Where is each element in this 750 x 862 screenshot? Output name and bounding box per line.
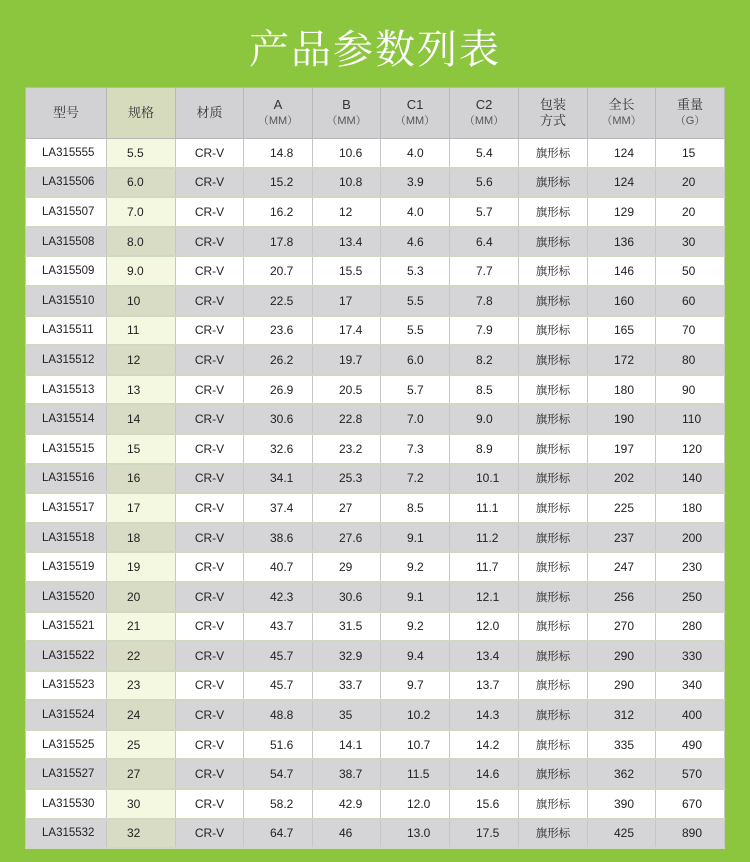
cell-model: LA315509 [26,256,107,286]
cell-c2: 8.5 [450,375,519,405]
cell-material: CR-V [176,523,244,553]
cell-material: CR-V [176,700,244,730]
cell-material: CR-V [176,404,244,434]
cell-weight: 280 [656,612,725,642]
cell-model: LA315511 [26,316,107,346]
cell-b: 30.6 [313,582,381,612]
cell-weight: 50 [656,256,725,286]
cell-b: 19.7 [313,345,381,375]
cell-spec: 13 [107,375,176,405]
cell-c2: 15.6 [450,789,519,819]
cell-packaging: 旗形标 [519,582,588,612]
cell-c1: 7.2 [381,464,450,494]
cell-a: 42.3 [244,582,313,612]
cell-b: 12 [313,197,381,227]
cell-a: 23.6 [244,316,313,346]
cell-spec: 18 [107,523,176,553]
cell-b: 23.2 [313,434,381,464]
cell-c2: 8.9 [450,434,519,464]
cell-c2: 12.1 [450,582,519,612]
header-b-label: B [342,97,351,112]
cell-c2: 10.1 [450,464,519,494]
cell-length: 129 [588,197,656,227]
cell-c1: 4.6 [381,227,450,257]
table-row [26,434,725,464]
cell-a: 20.7 [244,256,313,286]
cell-model: LA315520 [26,582,107,612]
table-body [26,139,725,849]
cell-a: 34.1 [244,464,313,494]
cell-a: 40.7 [244,552,313,582]
cell-spec: 10 [107,286,176,316]
cell-model: LA315514 [26,404,107,434]
cell-c1: 8.5 [381,493,450,523]
cell-material: CR-V [176,345,244,375]
cell-spec: 32 [107,819,176,849]
cell-material: CR-V [176,434,244,464]
cell-c1: 4.0 [381,197,450,227]
cell-length: 290 [588,671,656,701]
cell-weight: 230 [656,552,725,582]
cell-b: 46 [313,819,381,849]
cell-material: CR-V [176,168,244,198]
cell-a: 26.2 [244,345,313,375]
cell-model: LA315513 [26,375,107,405]
table-header [26,88,725,139]
cell-b: 35 [313,700,381,730]
cell-material: CR-V [176,464,244,494]
cell-spec: 5.5 [107,139,176,168]
cell-c1: 9.7 [381,671,450,701]
cell-c1: 11.5 [381,759,450,789]
cell-length: 237 [588,523,656,553]
cell-spec: 12 [107,345,176,375]
table-row [26,286,725,316]
cell-material: CR-V [176,552,244,582]
cell-weight: 400 [656,700,725,730]
cell-material: CR-V [176,316,244,346]
cell-packaging: 旗形标 [519,819,588,849]
parameter-table-container [25,87,724,849]
cell-b: 15.5 [313,256,381,286]
cell-length: 190 [588,404,656,434]
cell-a: 17.8 [244,227,313,257]
cell-packaging: 旗形标 [519,552,588,582]
cell-length: 165 [588,316,656,346]
header-model-label: 型号 [52,105,79,120]
cell-c1: 9.2 [381,612,450,642]
cell-b: 10.8 [313,168,381,198]
cell-a: 43.7 [244,612,313,642]
cell-b: 14.1 [313,730,381,760]
table-row [26,552,725,582]
cell-length: 335 [588,730,656,760]
header-material-label: 材质 [196,105,223,120]
cell-packaging: 旗形标 [519,730,588,760]
cell-packaging: 旗形标 [519,700,588,730]
cell-b: 10.6 [313,139,381,168]
cell-spec: 19 [107,552,176,582]
table-row [26,375,725,405]
cell-c2: 11.7 [450,552,519,582]
table-row [26,404,725,434]
cell-packaging: 旗形标 [519,671,588,701]
cell-weight: 180 [656,493,725,523]
cell-packaging: 旗形标 [519,404,588,434]
cell-material: CR-V [176,641,244,671]
cell-a: 54.7 [244,759,313,789]
cell-c2: 14.2 [450,730,519,760]
cell-packaging: 旗形标 [519,612,588,642]
cell-c2: 12.0 [450,612,519,642]
cell-spec: 16 [107,464,176,494]
cell-c2: 7.7 [450,256,519,286]
cell-spec: 25 [107,730,176,760]
table-row [26,227,725,257]
cell-length: 256 [588,582,656,612]
cell-c1: 4.0 [381,139,450,168]
cell-a: 58.2 [244,789,313,819]
cell-model: LA315512 [26,345,107,375]
table-row [26,168,725,198]
cell-c1: 9.4 [381,641,450,671]
cell-spec: 22 [107,641,176,671]
cell-length: 124 [588,139,656,168]
cell-a: 45.7 [244,641,313,671]
header-packaging-line2: 方式 [539,113,566,128]
table-row [26,759,725,789]
cell-c1: 9.1 [381,523,450,553]
cell-a: 22.5 [244,286,313,316]
cell-material: CR-V [176,286,244,316]
cell-c1: 6.0 [381,345,450,375]
cell-weight: 70 [656,316,725,346]
cell-c2: 8.2 [450,345,519,375]
cell-material: CR-V [176,197,244,227]
cell-model: LA315517 [26,493,107,523]
page-title: 产品参数列表 [249,27,501,73]
cell-packaging: 旗形标 [519,286,588,316]
header-b-unit: （MM） [326,115,367,127]
header-packaging-line1: 包装 [539,97,566,112]
table-row [26,139,725,168]
cell-length: 146 [588,256,656,286]
cell-material: CR-V [176,582,244,612]
cell-spec: 24 [107,700,176,730]
table-row [26,730,725,760]
cell-c1: 5.3 [381,256,450,286]
cell-material: CR-V [176,730,244,760]
cell-spec: 6.0 [107,168,176,198]
cell-a: 51.6 [244,730,313,760]
cell-packaging: 旗形标 [519,375,588,405]
cell-b: 20.5 [313,375,381,405]
cell-c2: 11.1 [450,493,519,523]
cell-weight: 140 [656,464,725,494]
cell-model: LA315527 [26,759,107,789]
cell-a: 16.2 [244,197,313,227]
cell-c1: 10.2 [381,700,450,730]
cell-a: 14.8 [244,139,313,168]
cell-model: LA315507 [26,197,107,227]
cell-model: LA315521 [26,612,107,642]
cell-material: CR-V [176,612,244,642]
header-model [26,88,107,139]
header-row [26,88,725,139]
table-row [26,197,725,227]
cell-c1: 12.0 [381,789,450,819]
cell-length: 290 [588,641,656,671]
cell-material: CR-V [176,139,244,168]
header-length [588,88,656,139]
cell-spec: 11 [107,316,176,346]
cell-model: LA315510 [26,286,107,316]
table-row [26,464,725,494]
cell-length: 362 [588,759,656,789]
cell-model: LA315555 [26,139,107,168]
cell-c2: 11.2 [450,523,519,553]
cell-material: CR-V [176,789,244,819]
header-packaging [519,88,588,139]
cell-c1: 7.0 [381,404,450,434]
cell-c2: 13.4 [450,641,519,671]
header-b [313,88,381,139]
header-c1-label: C1 [406,97,424,112]
cell-c1: 7.3 [381,434,450,464]
cell-c2: 7.9 [450,316,519,346]
table-row [26,316,725,346]
cell-spec: 21 [107,612,176,642]
cell-packaging: 旗形标 [519,493,588,523]
header-weight-unit: （G） [674,115,706,127]
cell-a: 15.2 [244,168,313,198]
cell-model: LA315523 [26,671,107,701]
cell-weight: 110 [656,404,725,434]
cell-a: 38.6 [244,523,313,553]
cell-length: 197 [588,434,656,464]
header-c2-label: C2 [475,97,493,112]
cell-c2: 14.3 [450,700,519,730]
cell-c1: 9.2 [381,552,450,582]
cell-length: 180 [588,375,656,405]
cell-c1: 10.7 [381,730,450,760]
cell-weight: 670 [656,789,725,819]
header-c1 [381,88,450,139]
table-row [26,789,725,819]
cell-c2: 5.4 [450,139,519,168]
cell-model: LA315508 [26,227,107,257]
cell-length: 136 [588,227,656,257]
parameter-table [25,87,725,849]
cell-weight: 570 [656,759,725,789]
cell-c1: 13.0 [381,819,450,849]
cell-a: 37.4 [244,493,313,523]
cell-model: LA315524 [26,700,107,730]
cell-spec: 17 [107,493,176,523]
cell-weight: 340 [656,671,725,701]
cell-a: 48.8 [244,700,313,730]
cell-weight: 250 [656,582,725,612]
cell-spec: 15 [107,434,176,464]
cell-weight: 15 [656,139,725,168]
cell-a: 26.9 [244,375,313,405]
cell-model: LA315525 [26,730,107,760]
cell-b: 17 [313,286,381,316]
cell-c1: 3.9 [381,168,450,198]
cell-spec: 27 [107,759,176,789]
table-row [26,582,725,612]
cell-length: 172 [588,345,656,375]
table-row [26,523,725,553]
cell-length: 425 [588,819,656,849]
cell-material: CR-V [176,819,244,849]
header-spec [107,88,176,139]
cell-b: 25.3 [313,464,381,494]
cell-weight: 120 [656,434,725,464]
cell-model: LA315518 [26,523,107,553]
cell-packaging: 旗形标 [519,256,588,286]
cell-packaging: 旗形标 [519,523,588,553]
header-weight-label: 重量 [676,97,703,112]
header-c2-unit: （MM） [463,115,505,127]
cell-weight: 330 [656,641,725,671]
cell-model: LA315532 [26,819,107,849]
cell-material: CR-V [176,493,244,523]
cell-b: 27 [313,493,381,523]
header-material [176,88,244,139]
table-row [26,819,725,849]
cell-b: 33.7 [313,671,381,701]
cell-c1: 5.5 [381,316,450,346]
cell-spec: 14 [107,404,176,434]
cell-length: 124 [588,168,656,198]
cell-c2: 6.4 [450,227,519,257]
cell-c2: 9.0 [450,404,519,434]
cell-spec: 9.0 [107,256,176,286]
table-row [26,641,725,671]
header-a [244,88,313,139]
cell-spec: 23 [107,671,176,701]
cell-model: LA315506 [26,168,107,198]
cell-weight: 80 [656,345,725,375]
cell-model: LA315530 [26,789,107,819]
cell-packaging: 旗形标 [519,434,588,464]
cell-spec: 7.0 [107,197,176,227]
cell-weight: 20 [656,168,725,198]
cell-b: 31.5 [313,612,381,642]
cell-model: LA315516 [26,464,107,494]
header-a-label: A [273,97,283,112]
cell-weight: 490 [656,730,725,760]
cell-length: 160 [588,286,656,316]
cell-b: 22.8 [313,404,381,434]
cell-packaging: 旗形标 [519,139,588,168]
table-row [26,612,725,642]
table-row [26,256,725,286]
cell-material: CR-V [176,671,244,701]
cell-material: CR-V [176,759,244,789]
cell-packaging: 旗形标 [519,641,588,671]
cell-c2: 13.7 [450,671,519,701]
cell-c2: 14.6 [450,759,519,789]
cell-length: 225 [588,493,656,523]
header-length-label: 全长 [608,97,635,112]
cell-packaging: 旗形标 [519,464,588,494]
table-row [26,671,725,701]
cell-packaging: 旗形标 [519,197,588,227]
cell-length: 312 [588,700,656,730]
cell-c2: 5.7 [450,197,519,227]
cell-length: 247 [588,552,656,582]
cell-model: LA315522 [26,641,107,671]
cell-c1: 5.7 [381,375,450,405]
cell-b: 38.7 [313,759,381,789]
cell-a: 64.7 [244,819,313,849]
table-row [26,493,725,523]
cell-b: 17.4 [313,316,381,346]
cell-length: 270 [588,612,656,642]
cell-packaging: 旗形标 [519,759,588,789]
cell-c1: 9.1 [381,582,450,612]
cell-weight: 90 [656,375,725,405]
cell-material: CR-V [176,256,244,286]
cell-weight: 200 [656,523,725,553]
table-row [26,345,725,375]
cell-material: CR-V [176,375,244,405]
cell-weight: 890 [656,819,725,849]
header-weight [656,88,725,139]
cell-length: 390 [588,789,656,819]
cell-spec: 30 [107,789,176,819]
cell-packaging: 旗形标 [519,316,588,346]
cell-weight: 20 [656,197,725,227]
header-c1-unit: （MM） [394,115,436,127]
cell-b: 29 [313,552,381,582]
cell-packaging: 旗形标 [519,227,588,257]
cell-c2: 7.8 [450,286,519,316]
header-c2 [450,88,519,139]
cell-b: 13.4 [313,227,381,257]
header-spec-label: 规格 [127,105,154,120]
cell-material: CR-V [176,227,244,257]
header-a-unit: （MM） [257,115,299,127]
cell-weight: 30 [656,227,725,257]
cell-packaging: 旗形标 [519,168,588,198]
cell-spec: 20 [107,582,176,612]
header-length-unit: （MM） [601,115,642,127]
cell-c2: 17.5 [450,819,519,849]
cell-c2: 5.6 [450,168,519,198]
cell-b: 27.6 [313,523,381,553]
cell-spec: 8.0 [107,227,176,257]
cell-length: 202 [588,464,656,494]
cell-packaging: 旗形标 [519,789,588,819]
cell-weight: 60 [656,286,725,316]
cell-model: LA315515 [26,434,107,464]
cell-b: 32.9 [313,641,381,671]
cell-a: 45.7 [244,671,313,701]
table-row [26,700,725,730]
cell-packaging: 旗形标 [519,345,588,375]
cell-c1: 5.5 [381,286,450,316]
cell-model: LA315519 [26,552,107,582]
cell-a: 32.6 [244,434,313,464]
cell-b: 42.9 [313,789,381,819]
cell-a: 30.6 [244,404,313,434]
